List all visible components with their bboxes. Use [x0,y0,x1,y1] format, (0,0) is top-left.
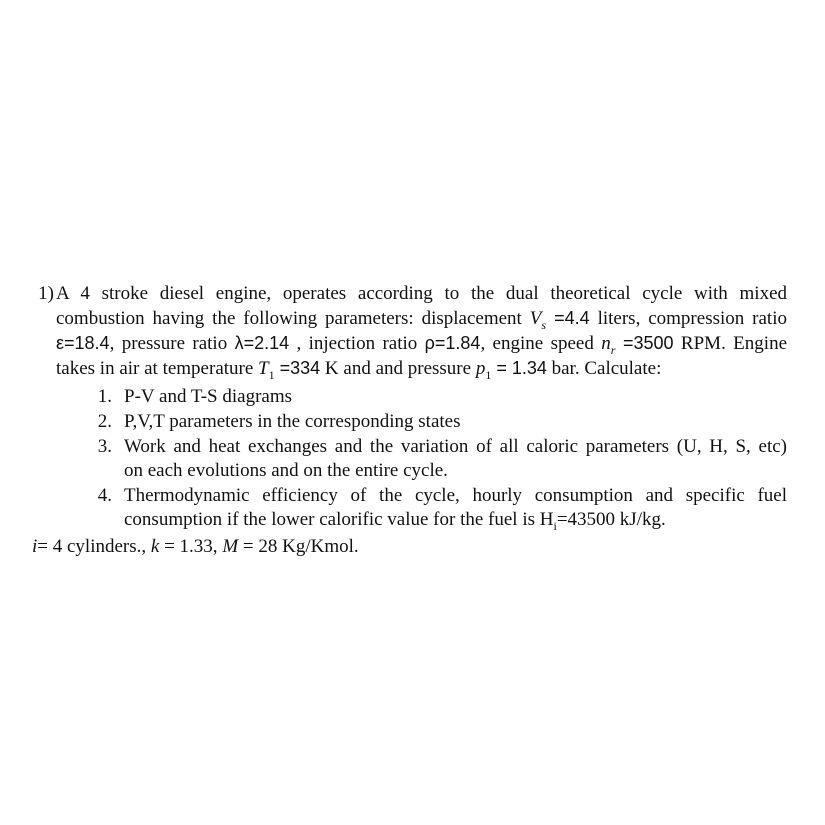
text: , injection ratio [289,333,425,354]
k-value: = 1.33, [159,536,223,557]
pressure-sub: 1 [485,367,492,382]
item-number: 1. [97,386,112,407]
item-3-text-line-2: on each evolutions and on the entire cycle. [124,460,448,481]
molar-mass-value: = 28 Kg/Kmol. [238,536,359,557]
temperature-sub: 1 [268,367,275,382]
temperature-var: T [258,358,269,379]
speed-sub: r [610,342,616,357]
text: bar. Calculate: [546,358,662,379]
temperature-value: =334 [274,358,321,378]
displacement-sub: s [541,317,546,332]
item-4-text-line-2 [124,508,666,532]
intro-line-1: A 4 stroke diesel engine, operates according to the dual theoretical cycle with mixed [56,283,787,304]
compression-ratio: ε=18.4 [56,333,110,353]
item-number: 4. [97,485,112,506]
item-4-text-line-1: Thermodynamic efficiency of the cycle, hourly consumption and specific fuel [124,485,787,506]
pressure-value: = 1.34 [491,358,547,378]
displacement-value: =4.4 [546,308,590,328]
text: , engine speed [480,333,602,354]
text: liters, compression ratio [589,308,787,329]
intro-line-2 [56,306,787,331]
text: , pressure ratio [109,333,235,354]
injection-ratio: ρ=1.84 [424,333,481,353]
engine-constants [32,535,359,559]
text: RPM. Engine [673,333,787,354]
heating-value: =43500 kJ/kg. [556,509,666,530]
pressure-var: p [475,358,486,379]
item-2-text: P,V,T parameters in the corresponding states [124,411,461,432]
item-3-text-line-1: Work and heat exchanges and the variation of all caloric parameters (U, H, S, etc) [124,436,787,457]
pressure-ratio: λ=2.14 [234,333,290,353]
speed-var: n [601,333,611,354]
displacement-var: V [529,308,542,329]
item-number: 3. [97,436,112,457]
molar-mass-var: M [222,536,239,557]
intro-line-4 [56,356,661,381]
intro-line-3 [56,331,787,356]
text: combustion having the following parameters: displacement [56,308,530,329]
problem-number: 1) [38,283,54,304]
cylinders-value: = 4 cylinders., [37,536,151,557]
speed-value: =3500 [615,333,674,353]
item-1-text: P-V and T-S diagrams [124,386,293,407]
cylinders-var: i [32,536,38,557]
text: takes in air at temperature [56,358,259,379]
text: K and and pressure [320,358,476,379]
item-number: 2. [97,411,112,432]
heating-value-sub: i [553,518,557,533]
text: consumption if the lower calorific value for the fuel is H [124,509,554,530]
k-var: k [150,536,160,557]
